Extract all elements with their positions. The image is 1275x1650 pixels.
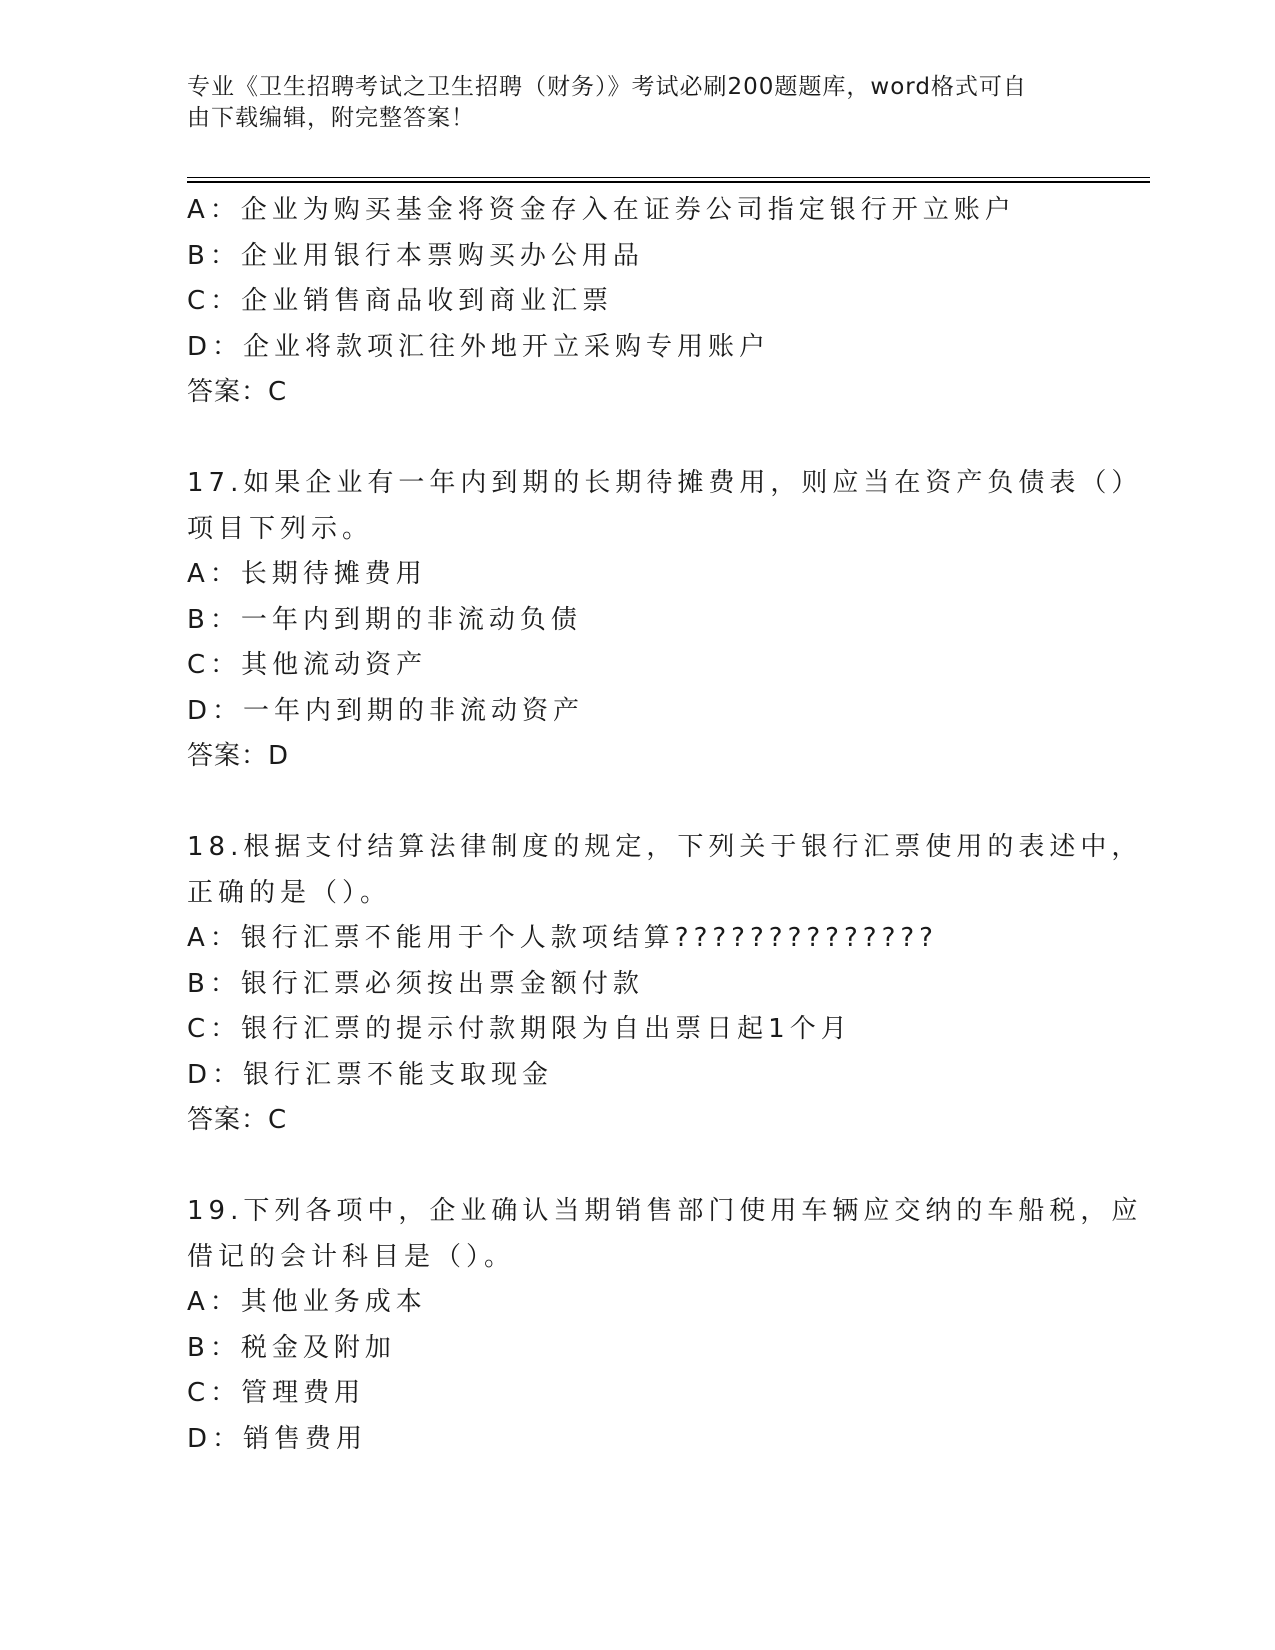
answer-line: 答案：C bbox=[187, 1105, 288, 1135]
option-c: C：银行汇票的提示付款期限为自出票日起1个月 bbox=[187, 1014, 852, 1044]
option-a: A：企业为购买基金将资金存入在证券公司指定银行开立账户 bbox=[187, 195, 1016, 225]
option-c: C：企业销售商品收到商业汇票 bbox=[187, 286, 614, 316]
question-block-16 bbox=[187, 188, 1067, 416]
question-block-19 bbox=[187, 1189, 1143, 1462]
option-d: D：企业将款项汇往外地开立采购专用账户 bbox=[187, 331, 771, 362]
option-c: C：管理费用 bbox=[187, 1378, 366, 1408]
question-text bbox=[187, 825, 1143, 916]
option-b: B：银行汇票必须按出票金额付款 bbox=[187, 968, 644, 999]
option-b: B：一年内到期的非流动负债 bbox=[187, 604, 582, 635]
header-divider-thick bbox=[187, 181, 1150, 183]
header-line-2: 由下载编辑，附完整答案！ bbox=[187, 105, 475, 131]
header-line-1: 专业《卫生招聘考试之卫生招聘（财务）》考试必刷200题题库，word格式可自 bbox=[187, 74, 1027, 100]
answer-line: 答案：C bbox=[187, 377, 288, 407]
option-c: C：其他流动资产 bbox=[187, 650, 428, 680]
question-line-1: 18.根据支付结算法律制度的规定，下列关于银行汇票使用的表述中， bbox=[187, 832, 1143, 862]
question-block-18 bbox=[187, 825, 1143, 1144]
question-line-2: 正确的是（）。 bbox=[187, 877, 392, 908]
block-spacer bbox=[187, 1144, 1067, 1190]
option-d: D：银行汇票不能支取现金 bbox=[187, 1059, 554, 1090]
option-a: A：银行汇票不能用于个人款项结算?????????????? bbox=[187, 923, 938, 953]
option-d: D：一年内到期的非流动资产 bbox=[187, 695, 585, 726]
option-b: B：企业用银行本票购买办公用品 bbox=[187, 240, 644, 271]
question-line-1: 19.下列各项中，企业确认当期销售部门使用车辆应交纳的车船税，应 bbox=[187, 1196, 1143, 1226]
question-text bbox=[187, 461, 1143, 552]
question-line-1: 17.如果企业有一年内到期的长期待摊费用，则应当在资产负债表（） bbox=[187, 468, 1143, 498]
option-a: A：其他业务成本 bbox=[187, 1287, 427, 1317]
question-block-17 bbox=[187, 461, 1143, 780]
option-a: A：长期待摊费用 bbox=[187, 559, 427, 589]
header-divider-thin bbox=[187, 177, 1150, 178]
block-spacer bbox=[187, 780, 1067, 826]
document-header bbox=[187, 72, 1067, 134]
question-line-2: 借记的会计科目是（）。 bbox=[187, 1241, 516, 1272]
answer-line: 答案：D bbox=[187, 741, 290, 771]
question-list bbox=[187, 188, 1143, 1462]
option-b: B：税金及附加 bbox=[187, 1332, 396, 1363]
question-text bbox=[187, 1189, 1143, 1280]
question-line-2: 项目下列示。 bbox=[187, 513, 374, 544]
option-d: D：销售费用 bbox=[187, 1423, 368, 1454]
block-spacer bbox=[187, 416, 1067, 462]
